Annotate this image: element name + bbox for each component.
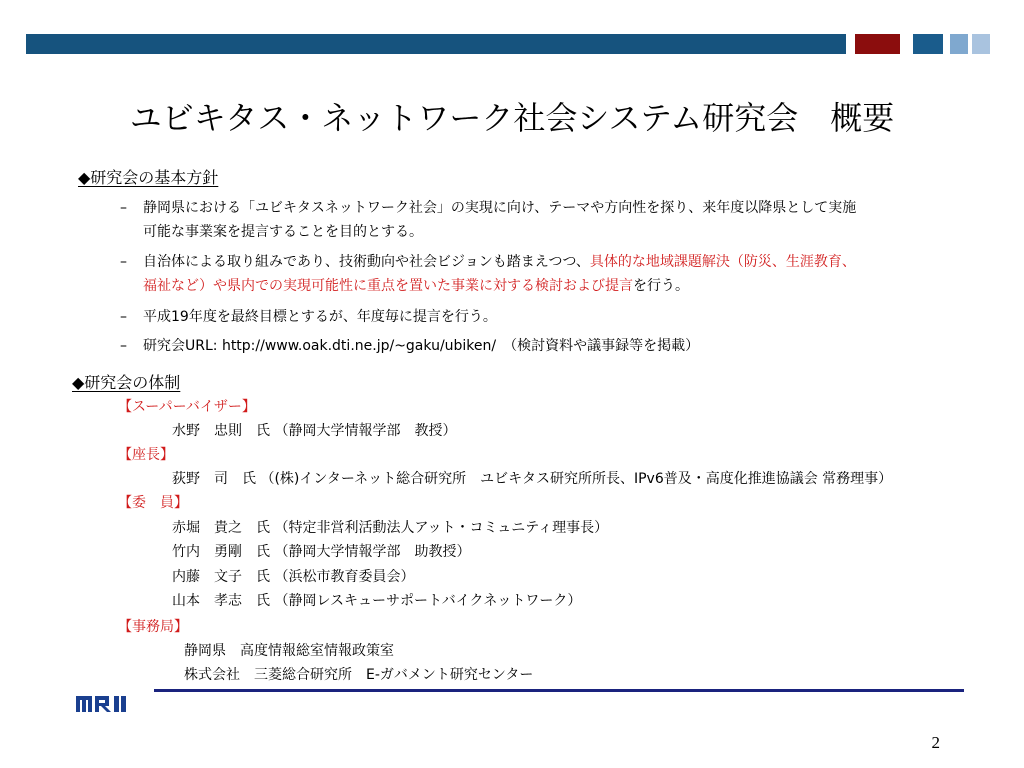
top-bar-blue-block <box>913 34 943 54</box>
bullet-text <box>143 196 856 244</box>
top-bar-red-block <box>855 34 900 54</box>
bullet-1-line-2: 可能な事業案を提言することを目的とする。 <box>143 224 423 240</box>
chair-label: 【座長】 <box>118 447 174 463</box>
bullet-dash: – <box>120 338 127 354</box>
office-label: 【事務局】 <box>118 619 188 635</box>
bottom-rule <box>154 689 964 692</box>
bullet-text-url: 研究会URL: http://www.oak.dti.ne.jp/~gaku/ubiken/ （検討資料や議事録等を掲載） <box>143 338 700 354</box>
office-item: 株式会社 三菱総合研究所 E-ガバメント研究センター <box>184 667 534 683</box>
bullet-dash: – <box>120 200 127 216</box>
supervisor-name: 水野 忠則 氏 （静岡大学情報学部 教授） <box>172 423 457 439</box>
bullet-2-line-2-highlight: 福祉など）や県内での実現可能性に重点を置いた事業に対する検討および提言 <box>143 278 633 294</box>
member-item: 山本 孝志 氏 （静岡レスキューサポートバイクネットワーク） <box>172 593 582 609</box>
slide-title: ユビキタス・ネットワーク社会システム研究会 概要 <box>129 99 895 137</box>
top-bar-light-block-2 <box>972 34 990 54</box>
supervisor-label: 【スーパーバイザー】 <box>118 399 256 415</box>
bullet-text <box>143 250 856 298</box>
member-item: 竹内 勇剛 氏 （静岡大学情報学部 助教授） <box>172 544 471 560</box>
members-label: 【委 員】 <box>118 495 188 511</box>
member-item: 赤堀 貴之 氏 （特定非営利活動法人アット・コミュニティ理事長） <box>172 520 609 536</box>
bullet-text: 平成19年度を最終目標とするが、年度毎に提言を行う。 <box>143 309 497 325</box>
structure-heading: ◆研究会の体制 <box>72 373 181 392</box>
page-number: 2 <box>931 733 940 752</box>
bullet-2-line-1-highlight: 具体的な地域課題解決（防災、生涯教育、 <box>589 254 856 270</box>
chair-name: 荻野 司 氏 （(株)インターネット総合研究所 ユビキタス研究所所長、IPv6普及・高度化推進協議会 常務理事） <box>172 471 893 487</box>
office-item: 静岡県 高度情報総室情報政策室 <box>184 643 394 659</box>
bullet-dash: – <box>120 309 127 325</box>
mri-logo <box>76 694 128 714</box>
top-bar-light-block-1 <box>950 34 968 54</box>
policy-heading: ◆研究会の基本方針 <box>78 168 219 187</box>
member-item: 内藤 文子 氏 （浜松市教育委員会） <box>172 569 415 585</box>
bullet-1-line-1: 静岡県における「ユビキタスネットワーク社会」の実現に向け、テーマや方向性を探り、来年度以降県として実施 <box>143 200 857 216</box>
bullet-2-line-1-plain: 自治体による取り組みであり、技術動向や社会ビジョンも踏まえつつ、 <box>143 254 590 270</box>
bullet-2-line-2-plain: を行う。 <box>633 278 689 294</box>
bullet-dash: – <box>120 254 127 270</box>
top-bar <box>26 34 846 54</box>
